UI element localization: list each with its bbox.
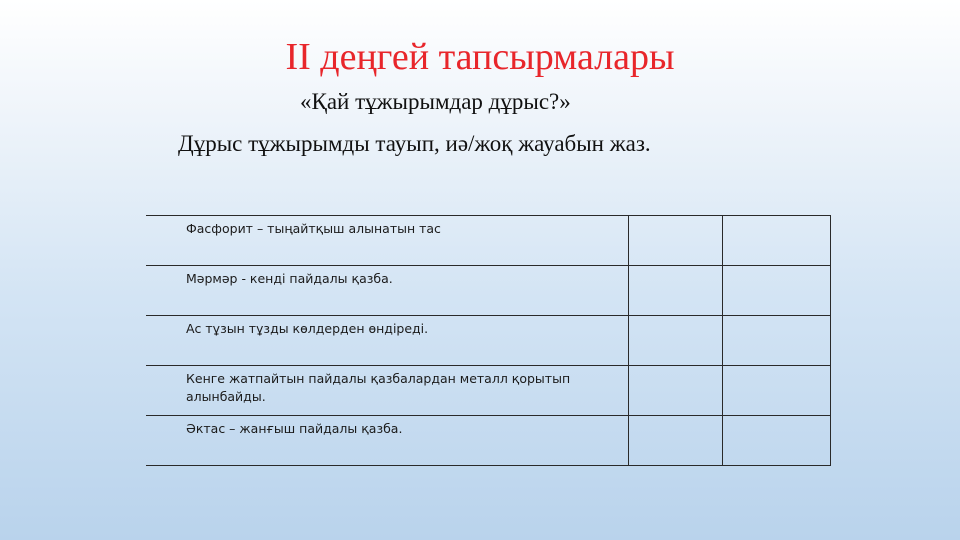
answer-cell-yes[interactable] (628, 216, 722, 266)
statement-cell: Ас тұзын тұзды көлдерден өндіреді. (146, 316, 628, 366)
answer-cell-yes[interactable] (628, 416, 722, 466)
statements-table (146, 215, 831, 466)
answer-cell-no[interactable] (722, 416, 830, 466)
answer-cell-yes[interactable] (628, 316, 722, 366)
statement-cell: Әктас – жанғыш пайдалы қазба. (146, 416, 628, 466)
slide-title: II деңгей тапсырмалары (285, 36, 675, 78)
answer-cell-no[interactable] (722, 216, 830, 266)
instruction-text: Дұрыс тұжырымды тауып, иә/жоқ жауабын жаз. (178, 131, 651, 156)
statement-cell: Фасфорит – тыңайтқыш алынатын тас (146, 216, 628, 266)
table-row (146, 216, 830, 266)
answer-cell-yes[interactable] (628, 366, 722, 416)
answer-cell-yes[interactable] (628, 266, 722, 316)
statement-cell: Мәрмәр - кенді пайдалы қазба. (146, 266, 628, 316)
table-row (146, 316, 830, 366)
statement-cell: Кенге жатпайтын пайдалы қазбалардан металл қорытып алынбайды. (146, 366, 628, 416)
answer-cell-no[interactable] (722, 266, 830, 316)
table-row (146, 366, 830, 416)
table-row (146, 416, 830, 466)
answer-cell-no[interactable] (722, 366, 830, 416)
table-row (146, 266, 830, 316)
question-text: «Қай тұжырымдар дұрыс?» (300, 89, 571, 114)
answer-cell-no[interactable] (722, 316, 830, 366)
